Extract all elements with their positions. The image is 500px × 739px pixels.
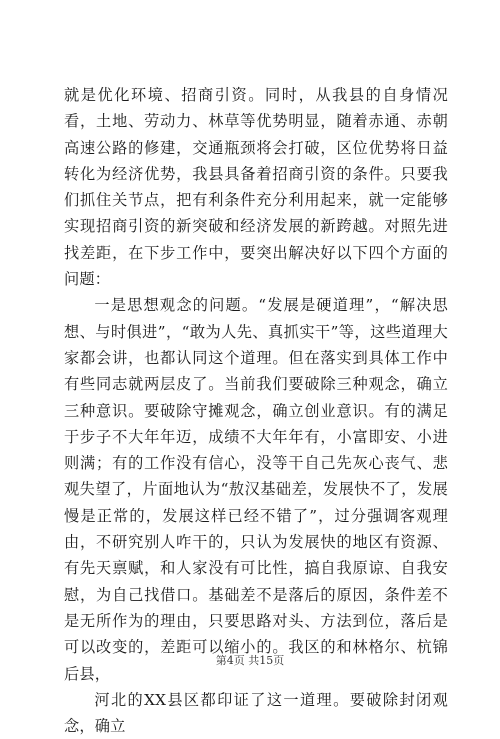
paragraph-thought-concepts: 一是思想观念的问题。“发展是硬道理”，“解决思想、与时俱进”，“敢为人先、真抓实干”等，这些道理大家都会讲，也都认同这个道理。但在落实到具体工作中有些同志就两层皮了。当前我们要破除三种观念，确立三种意识。要破除守摊观念，确立创业意识。有的满足于步子不大年年迈，成绩不大年年有，小富即安、小进则满；有的工作没有信心，没等干自己先灰心丧气、悲观失望了，片面地认为“敖汉基础差，发展快不了，发展慢是正常的，发展这样已经不错了”，过分强调客观理由，不研究别人咋干的，只认为发展快的地区有资源、有先天禀赋，和人家没有可比性，搞自我原谅、自我安慰，为自己找借口。基础差不是落后的原因，条件差不是无所作为的理由，只要思路对头、方法到位，落后是可以改变的，差距可以缩小的。我区的和林格尔、杭锦后县， — [64, 296, 448, 683]
page-footer: 第4页 共15页 — [215, 654, 285, 667]
body-text — [64, 82, 448, 739]
paragraph-hebei-example: 河北的XX县区都印证了这一道理。要破除封闭观念，确立 — [64, 690, 448, 736]
paragraph-continued: 就是优化环境、招商引资。同时，从我县的自身情况看，土地、劳动力、林草等优势明显，随着赤通、赤朝高速公路的修建，交通瓶颈将会打破，区位优势将日益转化为经济优势，我县具备着招商引资的条件。只要我们抓住关节点，把有利条件充分利用起来，就一定能够实现招商引资的新突破和经济发展的新跨越。对照先进找差距，在下步工作中，要突出解决好以下四个方面的问题： — [64, 86, 448, 289]
